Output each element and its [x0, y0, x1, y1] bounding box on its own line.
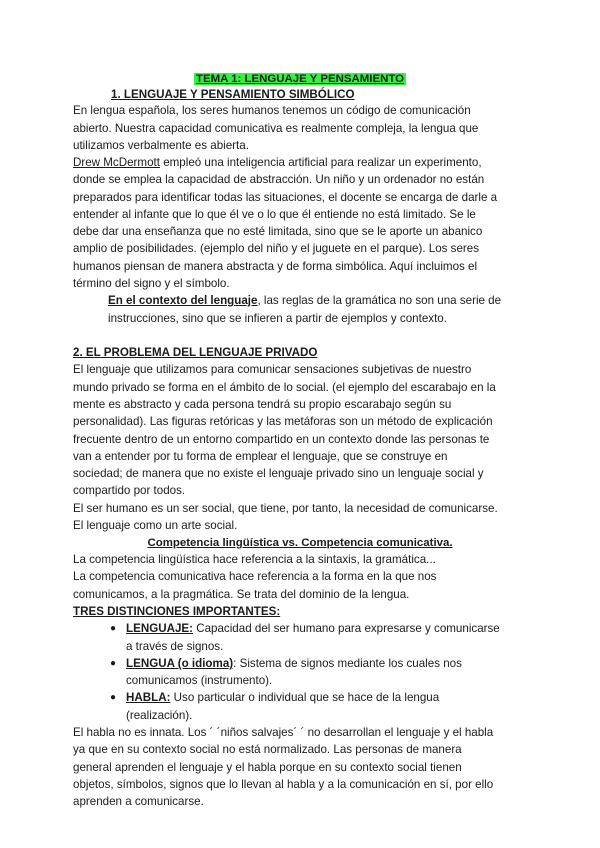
paragraph-4-line: El ser humano es un ser social, que tiene, por tanto, la necesidad de comunicarse.: [73, 502, 498, 515]
paragraph-6-line: aprenden a comunicarse.: [73, 795, 204, 808]
paragraph-2-line: amplio de posibilidades. (ejemplo del niño y el juguete en el parque). Los seres: [73, 242, 480, 255]
bullet-item-lengua: [126, 655, 462, 673]
paragraph-4-line: mundo privado se forma en el ámbito de lo social. (el ejemplo del escarabajo en la: [73, 381, 496, 394]
paragraph-4-line: mente es abstracto y cada persona tendrá su propio escarabajo según su: [73, 398, 452, 411]
paragraph-5-line: comunicamos, a la pragmática. Se trata del dominio de la lengua.: [73, 588, 410, 601]
paragraph-2-line: término del signo y el símbolo.: [73, 277, 230, 290]
bullet-icon: ●: [110, 658, 117, 669]
paragraph-4-line: El lenguaje como un arte social.: [73, 519, 238, 532]
paragraph-2-text: empleó una inteligencia artificial para realizar un experimento,: [159, 156, 482, 169]
paragraph-3-text: , las reglas de la gramática no son una serie de: [257, 294, 502, 307]
bullet-term: LENGUA (o idioma): [126, 657, 234, 670]
paragraph-5-line: La competencia lingüística hace referencia a la sintaxis, la gramática...: [73, 553, 436, 566]
distinctions-heading: TRES DISTINCIONES IMPORTANTES:: [73, 605, 281, 618]
paragraph-2-line: entender al infante que lo que él ve o lo que él entiende no está limitado. Se le: [73, 208, 476, 221]
paragraph-1-line: En lengua española, los seres humanos tenemos un código de comunicación: [73, 104, 471, 117]
paragraph-3-line: instrucciones, sino que se infieren a partir de ejemplos y contexto.: [108, 312, 447, 325]
paragraph-3-line: [108, 292, 501, 310]
bullet-term: LENGUAJE:: [126, 622, 193, 635]
paragraph-4-line: frecuente dentro de un entorno compartido en un contexto donde las personas te: [73, 433, 490, 446]
paragraph-6-line: El habla no es innata. Los ´ ´niños salvajes´ ´ no desarrollan el lenguaje y el habla: [73, 726, 494, 739]
context-term: En el contexto del lenguaje: [108, 294, 258, 307]
competence-heading: Competencia lingüística vs. Competencia comunicativa.: [147, 537, 453, 549]
bullet-term: HABLA:: [126, 691, 171, 704]
paragraph-4-line: van a entender por tu forma de emplear el lenguaje, que se construye en: [73, 450, 448, 463]
paragraph-2-line: donde se emplea la capacidad de abstracción. Un niño y un ordenador no están: [73, 173, 485, 186]
section-1-heading: 1. LENGUAJE Y PENSAMIENTO SIMBÓLICO: [111, 88, 355, 101]
paragraph-4-line: sociedad; de manera que no existe el lenguaje privado sino un lenguaje social y: [73, 467, 484, 480]
bullet-item-continuation: (realización).: [126, 709, 193, 722]
bullet-icon: ●: [110, 692, 117, 703]
bullet-text: Uso particular o individual que se hace de la lengua: [170, 691, 440, 704]
paragraph-2-line: [73, 154, 482, 172]
bullet-item-lenguaje: [126, 620, 500, 638]
paragraph-2-line: debe dar una enseñanza que no esté limitada, sino que se le aporte un abanico: [73, 225, 483, 238]
paragraph-2-line: humanos piensan de manera abstracta y de forma simbólica. Aquí incluimos el: [73, 260, 478, 273]
bullet-item-continuation: comunicamos (instrumento).: [126, 674, 273, 687]
paragraph-4-line: El lenguaje que utilizamos para comunicar sensaciones subjetivas de nuestro: [73, 363, 472, 376]
paragraph-6-line: objetos, símbolos, signos que lo llevan al habla y a la comunicación en sí, por ello: [73, 778, 494, 791]
paragraph-1-line: utilizamos verbalmente es abierta.: [73, 139, 249, 152]
paragraph-1-line: abierto. Nuestra capacidad comunicativa es realmente compleja, la lengua que: [73, 122, 479, 135]
bullet-text: Capacidad del ser humano para expresarse y comunicarse: [193, 622, 500, 635]
bullet-item-continuation: a través de signos.: [126, 640, 224, 653]
paragraph-4-line: compartido por todos.: [73, 484, 186, 497]
author-name: Drew McDermott: [73, 156, 160, 169]
section-2-heading: 2. EL PROBLEMA DEL LENGUAJE PRIVADO: [73, 346, 318, 359]
bullet-text: : Sistema de signos mediante los cuales nos: [233, 657, 462, 670]
paragraph-2-line: preparados para identificar todas las situaciones, el docente se encarga de darle a: [73, 191, 498, 204]
paragraph-6-line: ya que en su contexto social no está normalizado. Las personas de manera: [73, 743, 462, 756]
paragraph-5-line: La competencia comunicativa hace referencia a la forma en la que nos: [73, 570, 437, 583]
bullet-item-habla: [126, 689, 439, 707]
paragraph-4-line: personalidad). Las figuras retóricas y las metáforas son un método de explicación: [73, 415, 493, 428]
paragraph-6-line: general aprenden el lenguaje y el habla porque en su contexto social tienen: [73, 761, 462, 774]
bullet-icon: ●: [110, 623, 117, 634]
document-title: TEMA 1: LENGUAJE Y PENSAMIENTO: [195, 73, 405, 85]
